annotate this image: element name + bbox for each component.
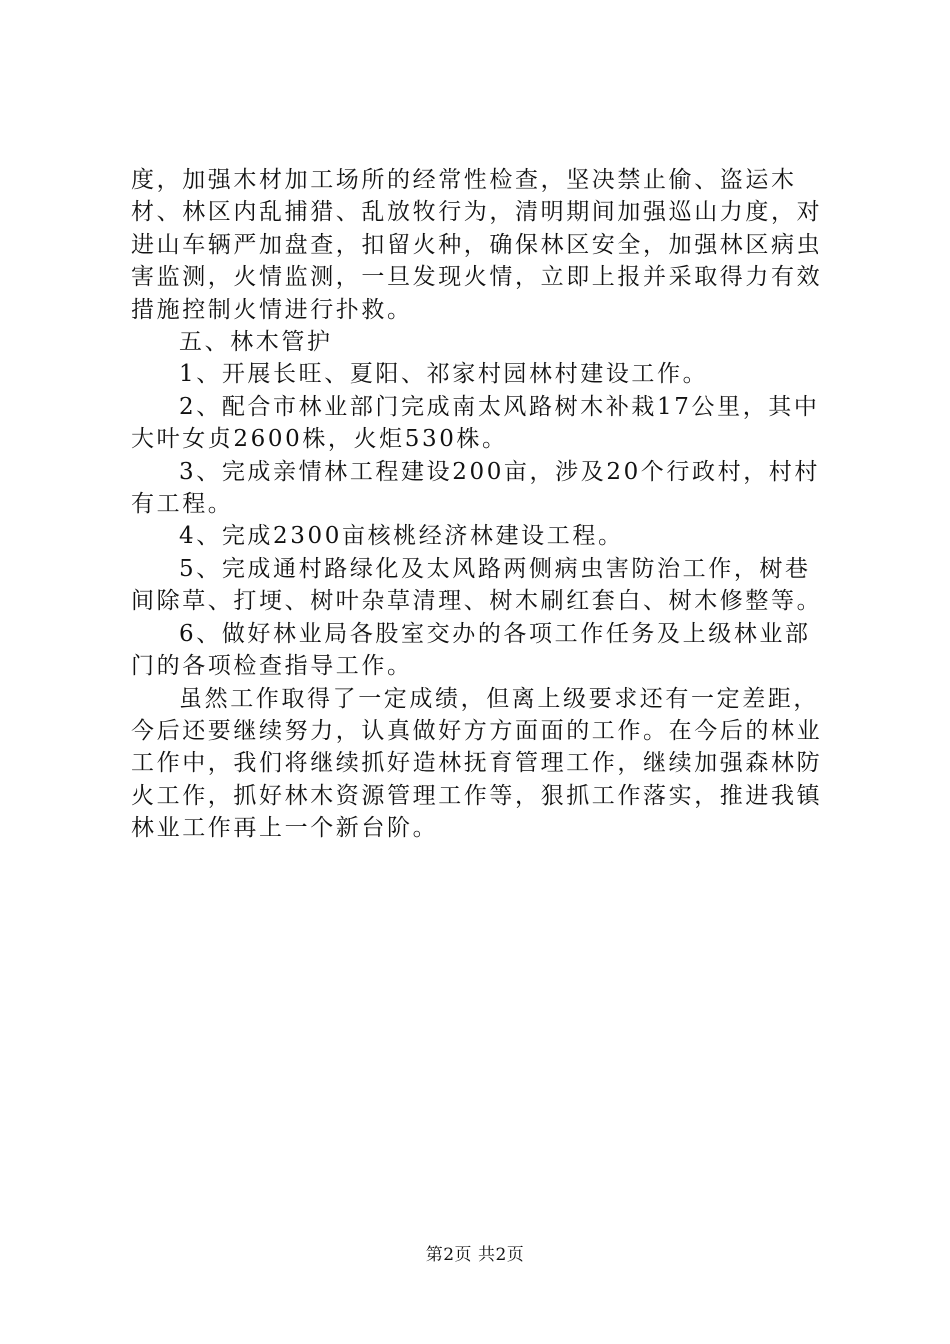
page-number: 第2页 共2页 [425,1245,525,1265]
document-body [131,164,836,845]
list-item: 6、做好林业局各股室交办的各项工作任务及上级林业部门的各项检查指导工作。 [131,620,811,680]
list-item: 3、完成亲情林工程建设200亩，涉及20个行政村，村村有工程。 [131,458,820,518]
section-heading: 五、林木管护 [179,329,333,356]
list-item: 1、开展长旺、夏阳、祁家村园林村建设工作。 [179,361,709,388]
list-item: 5、完成通村路绿化及太风路两侧病虫害防治工作，树巷间除草、打埂、树叶杂草清理、树木刷红套白、树木修整等。 [131,555,823,615]
list-item: 2、配合市林业部门完成南太风路树木补栽17公里，其中大叶女贞2600株，火炬530株。 [131,393,820,453]
page-footer [0,1240,950,1265]
paragraph-continuation: 度，加强木材加工场所的经常性检查，坚决禁止偷、盗运木材、林区内乱捕猎、乱放牧行为，清明期间加强巡山力度，对进山车辆严加盘查，扣留火种，确保林区安全，加强林区病虫害监测，火情监测，一旦发现火情，立即上报并采取得力有效措施控制火情进行扑救。 [131,167,823,323]
list-item: 4、完成2300亩核桃经济林建设工程。 [179,523,624,550]
closing-paragraph: 虽然工作取得了一定成绩，但离上级要求还有一定差距，今后还要继续努力，认真做好方方面面的工作。在今后的林业工作中，我们将继续抓好造林抚育管理工作，继续加强森林防火工作，抓好林木资源管理工作等，狠抓工作落实，推进我镇林业工作再上一个新台阶。 [131,685,823,842]
